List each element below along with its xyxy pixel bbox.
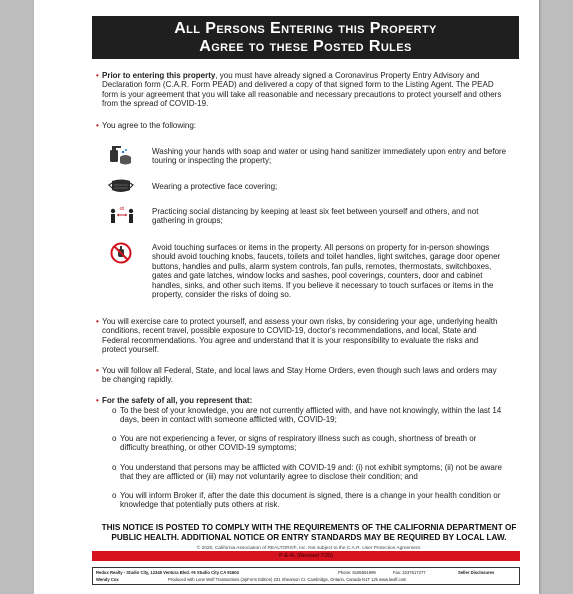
no-touch-icon [110, 242, 132, 264]
footer-fax: Fax: 3237617277 [393, 570, 426, 575]
compliance-notice: THIS NOTICE IS POSTED TO COMPLY WITH THE REQUIREMENTS OF THE CALIFORNIA DEPARTMENT OF PUBLIC HEALTH. ADDITIONAL NOTICE OR ENTRY STANDARDS MAY BE REQUIRED BY LOCAL LAW. [101, 523, 517, 542]
social-distancing-icon [108, 203, 136, 225]
rule-face-covering: Wearing a protective face covering; [152, 182, 278, 191]
safety-lead: • For the safety of all, you represent that: [96, 396, 253, 405]
intro-paragraph: • Prior to entering this property, you must have already signed a Coronavirus Property Entry Advisory and Declaration form (C.A.R. Form PEAD) and delivered a copy of that signed form to the Listing Agent. The PEAD form is your agreement that you will take all reasonable and necessary precautions to protect yourself and others from the spread of COVID-19. [96, 71, 502, 109]
banner-line-2: Agree to these Posted Rules [199, 37, 412, 55]
footer-produced: Produced with Lone Wolf Transactions (zipForm Edition) 231 Shearson Cr. Cambridge, Ontario, Canada N1T 1J5 www.lwolf.com [168, 577, 407, 582]
hand-sanitizer-icon [108, 144, 134, 166]
represent-item-2: o You are not experiencing a fever, or signs of respiratory illness such as cough, shortness of breath or difficulty breathing, or other COVID-19 symptoms; [112, 434, 477, 453]
form-id-bar [92, 551, 520, 561]
form-id: P-E-R, (Revised 7/20) [279, 553, 333, 559]
face-mask-icon [108, 178, 134, 194]
represent-item-1: o To the best of your knowledge, you are not currently afflicted with, and have not knowingly, within the last 14 days, been in contact with someone afflicted with, COVID-19; [112, 406, 502, 425]
footer-document: Seller Disclosures [458, 570, 495, 575]
care-paragraph: • You will exercise care to protect yourself, and assess your own risks, by considering your age, underlying health conditions, recent travel, possible exposure to COVID-19, doctor's recommendations, and local, State and Federal recommendations. You agree and understand that it is your responsibility to evaluate the risks and protect yourself. [96, 317, 498, 355]
represent-item-3: o You understand that persons may be afflicted with COVID-19 and: (i) not exhibit symptoms; (ii) not be aware that they are afflicted or (iii) may not voluntarily agree to disclose their condition; and [112, 463, 502, 482]
footer-agent: Wendy Cox [96, 577, 119, 582]
intro-text: , you must have already signed a Coronavirus Property Entry Advisory and Declaration form (C.A.R. Form PEAD) and delivered a copy of that signed form to the Listing Agent. The PEAD form is your agreement that you will take all reasonable and necessary precautions to protect yourself and others from the spread of COVID-19. [102, 71, 502, 109]
form-footer [92, 567, 520, 585]
header-banner [92, 16, 519, 59]
rule-hand-washing: Washing your hands with soap and water or using hand sanitizer immediately upon entry and before touring or inspecting the property; [152, 147, 507, 166]
intro-lead: Prior to entering this property [102, 71, 216, 80]
banner-line-1: All Persons Entering this Property [174, 19, 437, 37]
rule-avoid-touching: Avoid touching surfaces or items in the property. All persons on property for in-person showings should avoid touching knobs, faucets, toilets and toilet handles, light switches, garage door opener buttons, handles and pulls, alarm system controls, fan pulls, remotes, thermostats, switchboxes, gates and gate latches, window locks and sashes, pool coverings, counters, door and cabinet handles, sinks, and other such items. If you believe it necessary to touch surfaces or items in the property, consider the risks of doing so. [152, 243, 501, 300]
document-page [34, 0, 539, 594]
footer-phone: Phone: 8185551999 [338, 570, 376, 575]
represent-item-4: o You will inform Broker if, after the date this document is signed, there is a change in your health condition or knowledge that potentially puts others at risk. [112, 491, 501, 510]
svg-text:6ft: 6ft [119, 206, 125, 211]
rule-social-distancing: Practicing social distancing by keeping at least six feet between yourself and others, and not gathering in groups; [152, 207, 479, 226]
agree-intro: • You agree to the following: [96, 121, 196, 130]
footer-broker: Redux Realty - Studio City, 12345 Ventura Blvd. #6 Studio City CA 91604 [96, 570, 239, 575]
laws-paragraph: • You will follow all Federal, State, and local laws and Stay Home Orders, even though such laws and orders may be changing rapidly. [96, 366, 497, 385]
copyright-line: © 2020, California Association of REALTORS®, Inc. Not subject to the C.A.R. User Protection Agreement. [196, 546, 422, 551]
